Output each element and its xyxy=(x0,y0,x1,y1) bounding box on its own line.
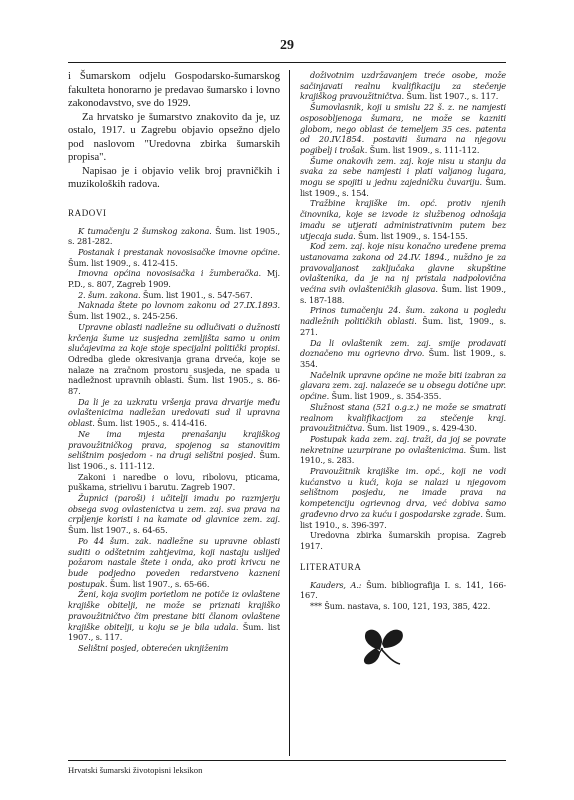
bibliography-entry xyxy=(68,247,280,268)
intro-paragraph: i Šumarskom odjelu Gospodarsko-šumarskog fakulteta honorarno je predavao šumarsko i lovno zakonodavstvo, sve do 1929. xyxy=(68,71,280,109)
bibliography-entry xyxy=(68,290,280,301)
entry-citation: Šum. bibliografija I. s. 141, 166-167. xyxy=(300,579,506,601)
entry-citation: Šum. list 1906., s. 111-112. xyxy=(68,450,280,471)
literatura-heading: LITERATURA xyxy=(300,561,362,572)
entry-title: Ne ima mjesta prenašanju krajiškog pravoužitničkog prava, spojenog sa stanovitim selištnim posjedom - na drugi selištni posjed. xyxy=(68,428,280,461)
bibliography-entry xyxy=(300,466,506,530)
entry-citation: Šum. list 1909., s. 154-155. xyxy=(355,230,468,241)
entry-title: Šumovlasnik, koji u smislu 22 š. z. ne namjesti osposobljenoga šumara, ne može se kazniti globom, nego oblast će temeljem 35 ces. patenta od 20.IV.1854. postaviti šumara na njegovu pogibelj i trošak. xyxy=(300,102,506,155)
entry-title: Po 44 šum. zak. nadležne su upravne oblasti suditi o odštetnim zahtjevima, koji nastaju uslijed požarom nastale štete i onda, ako proti krivcu ne bude podjedno poveden redarstveno kazneni postupak. xyxy=(68,535,280,589)
column-divider xyxy=(289,70,290,756)
entry-citation: Zakoni i naredbe o lovu, ribolovu, pticama, puškama, strielivu i barutu. Zagreb 1907. xyxy=(68,471,280,493)
right-column xyxy=(300,70,506,670)
leaf-ornament-icon xyxy=(352,620,412,666)
entry-citation: Šum. list 1907., s. 64-65. xyxy=(68,525,168,536)
entry-title: Upravne oblasti nadležne su odlučivati o dužnosti krčenja šume uz susjedna zemljišta samo u onim slučajevima za koje stoje specijalni politički propisi. xyxy=(68,321,280,354)
entry-citation: Šum. list 1907., s. 117. xyxy=(68,621,280,643)
bibliography-entry xyxy=(300,580,506,601)
bibliography-entry xyxy=(68,300,280,321)
entry-citation: Mj. P.D., s. 807, Zagreb 1909. xyxy=(68,268,280,290)
entry-citation: Šum. list, 1909., s. 271. xyxy=(300,316,506,337)
works-list-right xyxy=(300,70,506,552)
entry-citation: Šum. list 1907., s. 117. xyxy=(403,91,499,102)
bibliography-entry xyxy=(300,434,506,466)
bibliography-entry xyxy=(68,493,280,536)
bibliography-entry xyxy=(68,472,280,493)
entry-title: Da li ovlaštenik zem. zaj. smije prodavati doznačeno mu ogrievno drvo. xyxy=(300,337,506,359)
entry-citation: Šum. list 1909., s. 429-430. xyxy=(364,423,477,434)
header-rule xyxy=(68,62,506,63)
bibliography-entry xyxy=(68,589,280,643)
entry-title: Šume onakovih zem. zaj. koje nisu u stanju da svaka za sebe namjesti i plati valjanog lugara, mogu se spojiti u jednu zajedničku čuvariju. xyxy=(300,155,506,188)
bibliography-entry xyxy=(300,241,506,305)
entry-title: Župnici (paroši) i učitelji imadu po razmjerju obsega svog ovlastenictva u zem. zaj. sva prava na crpljenje koristi i na kamate od glavnice zem. zaj. xyxy=(68,493,280,525)
entry-citation: Šum. list 1907., s. 65-66. xyxy=(107,578,210,589)
entry-citation: Odredba glede okresivanja grana drveća, koje se nalaze na zračnom prostoru susjeda, ne spada u nadležnost upravnih oblasti. Šum. list 1905., s. 86-87. xyxy=(68,353,280,397)
entry-title: Ženi, koja svojim porietlom ne potiče iz ovlaštene krajiške obitelji, ne može se priznati krajiško pravoužitničtvo čim prestane biti članom ovlaštene krajiške obitelji, u koju se je bila udala. xyxy=(68,589,280,632)
bibliography-entry xyxy=(300,102,506,156)
entry-citation: Šum. list 1909., s. 354-355. xyxy=(329,391,442,402)
entry-title: Služnost stana (521 o.g.z.) ne može se smatrati realnom kvalifikacijom za stečenje kraj. pravoužitničtva. xyxy=(300,401,506,434)
entry-citation: Šum. list 1910., s. 283. xyxy=(300,444,506,466)
entry-citation: *** Šum. nastava, s. 100, 121, 193, 385, 422. xyxy=(310,601,491,612)
bibliography-entry xyxy=(300,530,506,551)
bibliography-entry xyxy=(300,305,506,337)
entry-citation: Šum. list 1909., s. 354. xyxy=(300,348,506,369)
bibliography-entry xyxy=(300,156,506,199)
bibliography-entry xyxy=(68,322,280,397)
entry-title: Imovna općina novosisačka i žumberačka. xyxy=(78,268,261,279)
bibliography-entry xyxy=(300,70,506,102)
entry-title: Postanak i prestanak novosisačke imovne općine. xyxy=(78,246,280,257)
entry-citation: Šum. list 1905., s. 414-416. xyxy=(94,418,207,429)
radovi-heading: RADOVI xyxy=(68,207,107,218)
biography-intro xyxy=(68,70,280,192)
entry-title: doživotnim uzdržavanjem treće osobe, može sačinjavati realnu kvalifikaciju za stečenje krajiškog pravoužitničtva. xyxy=(300,70,506,102)
bibliography-entry xyxy=(300,198,506,241)
entry-citation: Šum. list 1909., s. 412-415. xyxy=(68,257,178,268)
works-list-left xyxy=(68,226,280,654)
bibliography-entry xyxy=(300,601,506,612)
entry-title: 2. šum. zakona. xyxy=(78,289,141,300)
bibliography-entry xyxy=(300,338,506,370)
literature-list xyxy=(300,580,506,612)
entry-title: Pravoužitnik krajiške im. opć., koji ne vodi kućanstvo u kući, koja se nalazi u njegovom selištnom posjedu, ne imade prava na kompetenciju ogrievnog drva, već dobiva samo građevno drvo za kuću i gospodarske zgrade. xyxy=(300,466,506,519)
footer-rule xyxy=(68,760,506,761)
entry-citation: Šum. list 1909., s. 111-112. xyxy=(367,144,480,155)
entry-title: Selištni posjed, obterećen uknjiženim xyxy=(78,642,229,653)
bibliography-entry xyxy=(68,536,280,590)
bibliography-entry xyxy=(68,429,280,472)
entry-title: Tražbine krajiške im. opć. protiv njenih činovnika, koje se izvode iz službenog odnošaja imadu se utjerati administrativnim putem bez utjecaja suda. xyxy=(300,198,506,241)
entry-title: Načelnik upravne općine ne može biti izabran za glavara zem. zaj. nalazeće se u obsegu dotične upr. općine. xyxy=(300,369,506,402)
bibliography-entry xyxy=(68,226,280,247)
intro-paragraph: Za hrvatsko je šumarstvo znakovito da je, uz ostalo, 1917. u Zagrebu objavio opsežno djelo pod naslovom "Uredovna zbirka šumarskih propisa". xyxy=(68,111,280,163)
entry-citation: Šum. list 1901., s. 547-567. xyxy=(140,289,253,300)
entry-title: Da li je za uzkratu vršenja prava drvarije među ovlaštenicima nadležan uredovati sud il upravna oblast. xyxy=(68,396,280,429)
bibliography-entry xyxy=(300,370,506,402)
entry-title: Naknada štete po lovnom zakonu od 27.IX.1893. xyxy=(78,300,280,311)
left-column xyxy=(68,70,280,654)
bibliography-entry xyxy=(68,643,280,654)
entry-citation: Šum. list 1909., s. 154. xyxy=(300,177,506,198)
entry-citation: Uredovna zbirka šumarskih propisa. Zagreb 1917. xyxy=(300,530,506,551)
entry-title: Prinos tumačenju 24. šum. zakona u pogledu nadležnih političkih oblasti. xyxy=(300,305,506,327)
entry-citation: Šum. list 1905., s. 281-282. xyxy=(68,225,280,247)
bibliography-entry xyxy=(300,402,506,434)
bibliography-entry xyxy=(68,268,280,289)
entry-citation: Šum. list 1910., s. 396-397. xyxy=(300,508,507,530)
entry-title: Kauders, A.: xyxy=(310,579,362,590)
intro-paragraph: Napisao je i objavio velik broj pravničkih i muzikoloških radova. xyxy=(68,165,280,190)
entry-citation: Šum. list 1902., s. 245-256. xyxy=(68,311,178,322)
entry-citation: Šum. list 1909., s. 187-188. xyxy=(300,284,506,305)
bibliography-entry xyxy=(68,397,280,429)
footer-text: Hrvatski šumarski životopisni leksikon xyxy=(68,765,203,775)
entry-title: K tumačenju 2 šumskog zakona. xyxy=(78,225,212,236)
entry-title: Postupak kada zem. zaj. traži, da joj se povrate nekretnine uzurpirane po ovlaštenicima. xyxy=(300,433,506,455)
entry-title: Kod zem. zaj. koje nisu konačno uređene prema ustanovama zakona od 24.IV. 1894., nuždno je za pravovaljanost zaključaka glavne skupštine ovlaštenika, da je na nj pristala nadpolovična većina svih ovlašteničkih glasova. xyxy=(300,241,506,295)
page-number: 29 xyxy=(280,38,294,53)
